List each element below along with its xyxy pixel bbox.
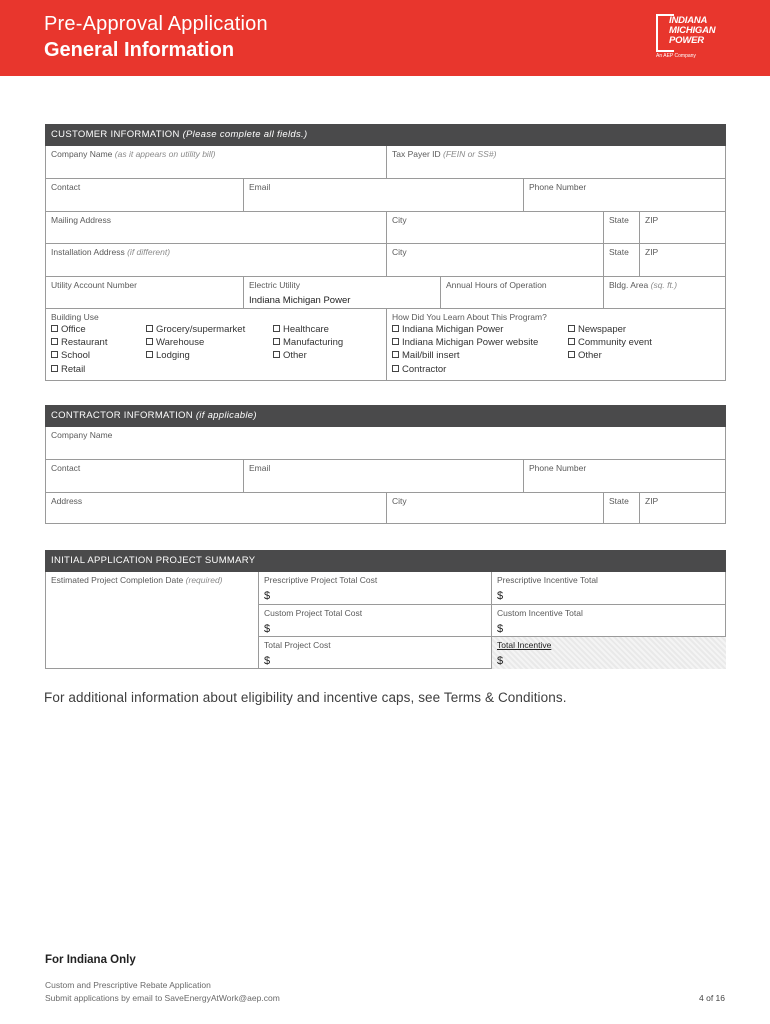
field-label: Phone Number <box>529 463 587 473</box>
field-label: Tax Payer ID <box>392 149 441 159</box>
company-name-field[interactable] <box>46 146 386 178</box>
checkbox-label: Manufacturing <box>283 337 344 349</box>
checkbox-icon[interactable] <box>273 325 280 332</box>
field-label: Prescriptive Incentive Total <box>497 575 598 585</box>
zip-field[interactable] <box>639 211 726 243</box>
field-label: Total Incentive <box>497 640 552 650</box>
currency-symbol: $ <box>497 590 504 602</box>
field-label: State <box>609 496 629 506</box>
contractor-grid <box>45 427 726 524</box>
field-label: Mailing Address <box>51 215 112 225</box>
field-label: Electric Utility <box>249 280 301 290</box>
checkbox-label: Other <box>283 350 307 362</box>
field-label: City <box>392 496 407 506</box>
checkbox-other[interactable] <box>273 349 343 362</box>
checkbox-icon[interactable] <box>273 338 280 345</box>
checkbox-icon[interactable] <box>392 351 399 358</box>
field-label: Total Project Cost <box>264 640 331 650</box>
checkbox-icon[interactable] <box>568 338 575 345</box>
field-label: Company Name <box>51 149 113 159</box>
prescriptive-incentive-field[interactable] <box>491 572 726 604</box>
summary-grid <box>45 572 726 669</box>
field-label: Building Use <box>51 312 99 322</box>
electric-utility-field[interactable] <box>243 276 440 308</box>
checkbox-lodging[interactable] <box>146 349 245 362</box>
logo-tagline: An AEP Company <box>656 53 696 59</box>
installation-city-field[interactable] <box>386 243 603 276</box>
checkbox-label: Community event <box>578 337 652 349</box>
customer-information-section <box>45 124 726 381</box>
field-label: State <box>609 215 629 225</box>
customer-grid <box>45 146 726 381</box>
section-heading <box>45 405 726 427</box>
checkbox-warehouse[interactable] <box>146 336 245 349</box>
checkbox-label: Lodging <box>156 350 190 362</box>
learn-col1 <box>392 323 538 376</box>
section-heading-text: INITIAL APPLICATION PROJECT SUMMARY <box>51 555 256 566</box>
checkbox-label: School <box>61 350 91 362</box>
field-note: (if different) <box>127 247 171 257</box>
building-use-col2 <box>146 323 245 363</box>
checkbox-label: Retail <box>61 363 86 375</box>
checkbox-icon[interactable] <box>146 351 153 358</box>
field-label: Company Name <box>51 430 113 440</box>
project-summary-section <box>45 550 726 669</box>
checkbox-im-power[interactable] <box>392 323 538 336</box>
contact-field[interactable] <box>46 178 243 211</box>
completion-date-field[interactable] <box>46 572 258 669</box>
checkbox-icon[interactable] <box>568 351 575 358</box>
checkbox-mail-insert[interactable] <box>392 349 538 362</box>
checkbox-manufacturing[interactable] <box>273 336 343 349</box>
field-label: Utility Account Number <box>51 280 137 290</box>
checkbox-icon[interactable] <box>568 325 575 332</box>
field-note: (required) <box>185 575 223 585</box>
checkbox-label: Restaurant <box>61 337 108 349</box>
contractor-company-field[interactable] <box>46 427 726 459</box>
company-logo <box>656 14 730 60</box>
checkbox-newspaper[interactable] <box>568 323 652 336</box>
field-label: State <box>609 247 629 257</box>
section-heading-text: CONTRACTOR INFORMATION <box>51 410 193 421</box>
total-cost-field[interactable] <box>258 636 491 669</box>
checkbox-label: Other <box>578 350 602 362</box>
field-label: Email <box>249 463 271 473</box>
email-field[interactable] <box>243 178 523 211</box>
checkbox-icon[interactable] <box>392 325 399 332</box>
currency-symbol: $ <box>497 655 504 667</box>
field-label: City <box>392 247 407 257</box>
currency-symbol: $ <box>264 623 271 635</box>
prescriptive-cost-field[interactable] <box>258 572 491 604</box>
installation-address-field[interactable] <box>46 243 386 276</box>
checkbox-icon[interactable] <box>51 325 58 332</box>
contractor-phone-field[interactable] <box>523 459 726 492</box>
field-label: Bldg. Area <box>609 280 649 290</box>
page-title: Pre-Approval Application <box>44 13 268 35</box>
field-label: Estimated Project Completion Date <box>51 575 184 585</box>
field-label: Annual Hours of Operation <box>446 280 547 290</box>
building-use-group <box>46 308 386 381</box>
state-field[interactable] <box>603 211 639 243</box>
total-incentive-field <box>491 636 726 669</box>
checkbox-label: Warehouse <box>156 337 205 349</box>
contractor-information-section <box>45 405 726 524</box>
field-note: (sq. ft.) <box>650 280 678 290</box>
checkbox-im-website[interactable] <box>392 336 538 349</box>
utility-account-field[interactable] <box>46 276 243 308</box>
building-use-col1 <box>51 323 107 376</box>
field-label: Contact <box>51 182 81 192</box>
custom-incentive-field[interactable] <box>491 604 726 636</box>
contractor-zip-field[interactable] <box>639 492 726 524</box>
checkbox-icon[interactable] <box>51 338 58 345</box>
field-label: Phone Number <box>529 182 587 192</box>
checkbox-contractor[interactable] <box>392 363 538 376</box>
checkbox-icon[interactable] <box>146 338 153 345</box>
checkbox-icon[interactable] <box>51 365 58 372</box>
installation-state-field[interactable] <box>603 243 639 276</box>
section-heading-note: (if applicable) <box>195 410 257 421</box>
logo-line: INDIANA <box>669 15 708 26</box>
field-label: Address <box>51 496 83 506</box>
contractor-city-field[interactable] <box>386 492 603 524</box>
field-label: How Did You Learn About This Program? <box>392 312 547 322</box>
section-heading-text: CUSTOMER INFORMATION <box>51 129 180 140</box>
section-heading <box>45 124 726 146</box>
annual-hours-field[interactable] <box>440 276 603 308</box>
field-label: Prescriptive Project Total Cost <box>264 575 378 585</box>
checkbox-icon[interactable] <box>146 325 153 332</box>
checkbox-retail[interactable] <box>51 363 107 376</box>
checkbox-icon[interactable] <box>392 338 399 345</box>
field-note: (FEIN or SS#) <box>443 149 497 159</box>
page-number: 4 of 16 <box>699 993 725 1003</box>
currency-symbol: $ <box>497 623 504 635</box>
page-header <box>0 0 770 76</box>
footer-line2: Submit applications by email to SaveEnergyAtWork@aep.com <box>45 993 280 1003</box>
field-label: Installation Address <box>51 247 125 257</box>
phone-number-field[interactable] <box>523 178 726 211</box>
logo-text <box>669 16 715 46</box>
checkbox-icon[interactable] <box>273 351 280 358</box>
field-label: Custom Project Total Cost <box>264 608 363 618</box>
checkbox-icon[interactable] <box>392 365 399 372</box>
page-subtitle: General Information <box>44 39 235 61</box>
checkbox-label: Newspaper <box>578 324 627 335</box>
city-field[interactable] <box>386 211 603 243</box>
checkbox-icon[interactable] <box>51 351 58 358</box>
installation-zip-field[interactable] <box>639 243 726 276</box>
field-note: (as it appears on utility bill) <box>114 149 216 159</box>
currency-symbol: $ <box>264 590 271 602</box>
building-use-col3 <box>273 323 343 363</box>
checkbox-label: Healthcare <box>283 324 329 335</box>
logo-line: POWER <box>669 35 704 46</box>
checkbox-school[interactable] <box>51 349 107 362</box>
checkbox-label: Indiana Michigan Power <box>402 324 504 335</box>
checkbox-community-event[interactable] <box>568 336 652 349</box>
contractor-contact-field[interactable] <box>46 459 243 492</box>
checkbox-label: Grocery/supermarket <box>156 324 246 335</box>
checkbox-learn-other[interactable] <box>568 349 652 362</box>
custom-cost-field[interactable] <box>258 604 491 636</box>
logo-line: MICHIGAN <box>669 25 716 36</box>
field-label: Contact <box>51 463 81 473</box>
field-label: ZIP <box>645 215 659 225</box>
terms-note: For additional information about eligibility and incentive caps, see Terms & Conditions. <box>44 690 567 705</box>
checkbox-label: Contractor <box>402 363 447 375</box>
mailing-address-field[interactable] <box>46 211 386 243</box>
field-label: Email <box>249 182 271 192</box>
section-heading <box>45 550 726 572</box>
checkbox-label: Mail/bill insert <box>402 350 460 362</box>
currency-symbol: $ <box>264 655 271 667</box>
checkbox-restaurant[interactable] <box>51 336 107 349</box>
contractor-state-field[interactable] <box>603 492 639 524</box>
tax-payer-id-field[interactable] <box>386 146 726 178</box>
field-label: Custom Incentive Total <box>497 608 583 618</box>
footer-title: For Indiana Only <box>45 954 136 966</box>
learn-col2 <box>568 323 652 363</box>
electric-utility-value: Indiana Michigan Power <box>249 295 351 306</box>
contractor-address-field[interactable] <box>46 492 386 524</box>
field-label: ZIP <box>645 496 659 506</box>
checkbox-label: Office <box>61 324 86 335</box>
field-label: ZIP <box>645 247 659 257</box>
bldg-area-field[interactable] <box>603 276 726 308</box>
contractor-email-field[interactable] <box>243 459 523 492</box>
checkbox-healthcare[interactable] <box>273 323 343 336</box>
section-heading-note: (Please complete all fields.) <box>182 129 308 140</box>
checkbox-label: Indiana Michigan Power website <box>402 337 539 349</box>
footer-line1: Custom and Prescriptive Rebate Application <box>45 980 211 990</box>
learn-about-group <box>386 308 726 381</box>
checkbox-office[interactable] <box>51 323 107 336</box>
checkbox-grocery[interactable] <box>146 323 245 336</box>
field-label: City <box>392 215 407 225</box>
